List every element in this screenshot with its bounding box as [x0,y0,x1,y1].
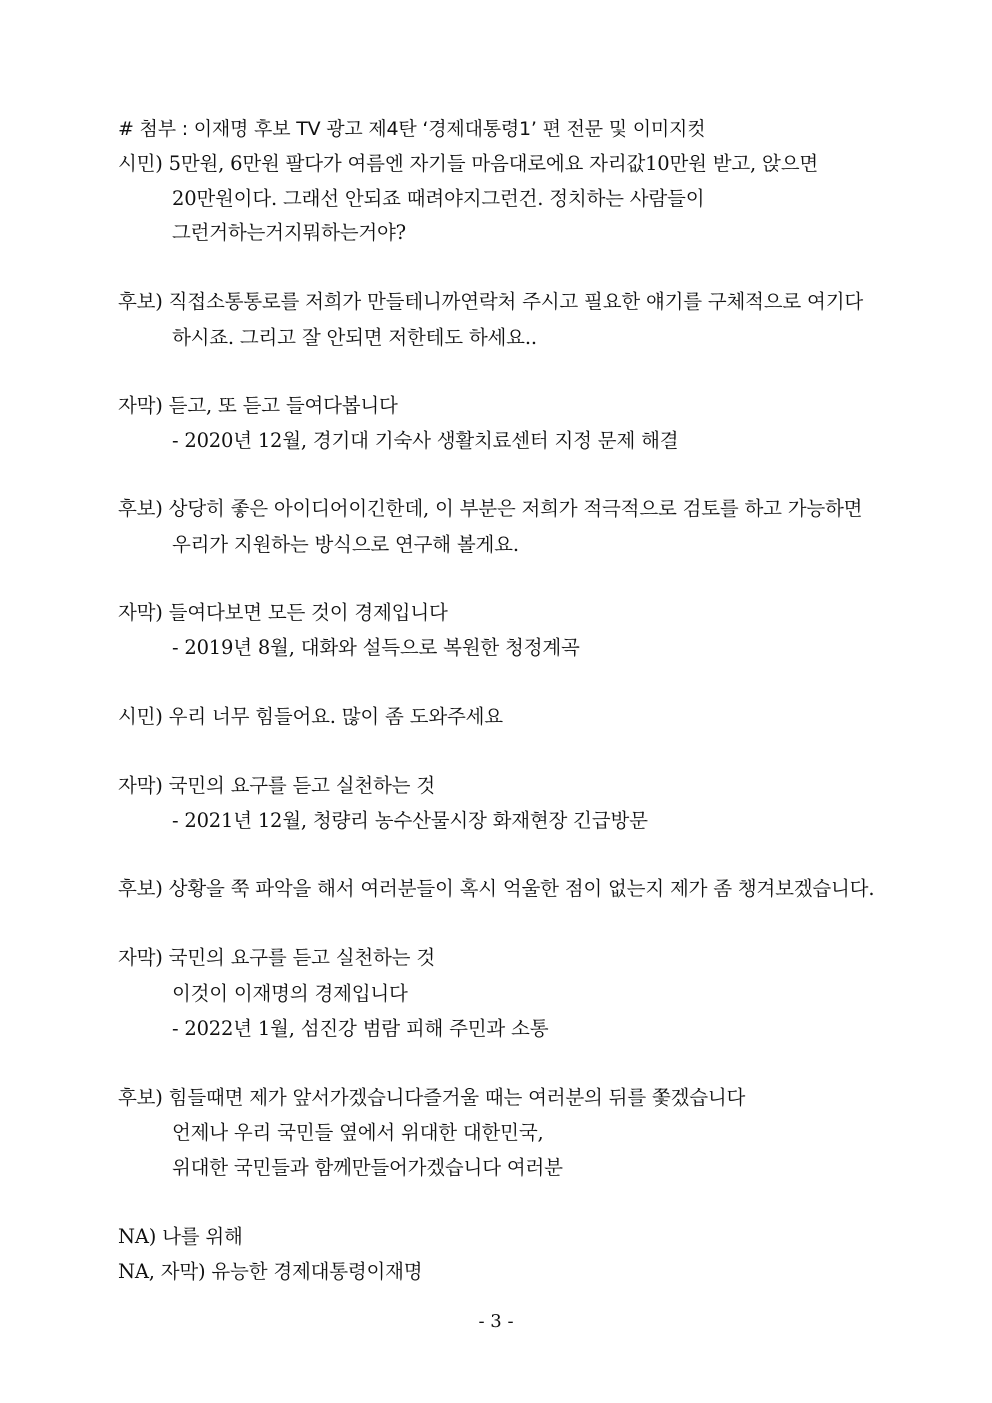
transcript-line: 20만원이다. 그래선 안되죠 때려야지그런건. 정치하는 사람들이 [172,187,705,210]
transcript-line: 위대한 국민들과 함께만들어가겠습니다 여러분 [172,1156,563,1179]
transcript-line: 우리가 지원하는 방식으로 연구해 볼게요. [172,533,519,556]
transcript-line: - 2022년 1월, 섬진강 범람 피해 주민과 소통 [172,1017,549,1040]
transcript-line: 후보) 힘들때면 제가 앞서가겠습니다즐거울 때는 여러분의 뒤를 쫓겠습니다 [118,1086,746,1109]
page-number: - 3 - [478,1311,514,1332]
transcript-line: 하시죠. 그리고 잘 안되면 저한테도 하세요.. [172,326,537,349]
transcript-line: 자막) 국민의 요구를 듣고 실천하는 것 [118,946,435,969]
transcript-line: 이것이 이재명의 경제입니다 [172,982,408,1005]
transcript-line: 시민) 5만원, 6만원 팔다가 여름엔 자기들 마음대로에요 자리값10만원 받고, 앉으면 [118,152,818,175]
transcript-line: 후보) 상당히 좋은 아이디어이긴한데, 이 부분은 저희가 적극적으로 검토를 하고 가능하면 [118,497,863,520]
transcript-line: 자막) 국민의 요구를 듣고 실천하는 것 [118,774,435,797]
transcript-line: 후보) 직접소통통로를 저희가 만들테니까연락처 주시고 필요한 얘기를 구체적으로 여기다 [118,290,863,313]
transcript-line: - 2019년 8월, 대화와 설득으로 복원한 청정계곡 [172,636,580,659]
transcript-line: 자막) 들여다보면 모든 것이 경제입니다 [118,601,448,624]
transcript-line: 자막) 듣고, 또 듣고 들여다봅니다 [118,394,398,417]
transcript-line: - 2021년 12월, 청량리 농수산물시장 화재현장 긴급방문 [172,809,648,832]
transcript-line: NA) 나를 위해 [118,1225,243,1248]
attachment-title: # 첨부 : 이재명 후보 TV 광고 제4탄 ‘경제대통령1’ 편 전문 및 이미지컷 [118,118,706,140]
transcript-line: 후보) 상황을 쭉 파악을 해서 여러분들이 혹시 억울한 점이 없는지 제가 좀 챙겨보겠습니다. [118,877,875,900]
transcript-line: 시민) 우리 너무 힘들어요. 많이 좀 도와주세요 [118,705,503,728]
transcript-line: NA, 자막) 유능한 경제대통령이재명 [118,1260,423,1283]
transcript-line: 그런거하는거지뭐하는거야? [172,221,406,244]
transcript-line: 언제나 우리 국민들 옆에서 위대한 대한민국, [172,1121,544,1144]
transcript-line: - 2020년 12월, 경기대 기숙사 생활치료센터 지정 문제 해결 [172,429,679,452]
